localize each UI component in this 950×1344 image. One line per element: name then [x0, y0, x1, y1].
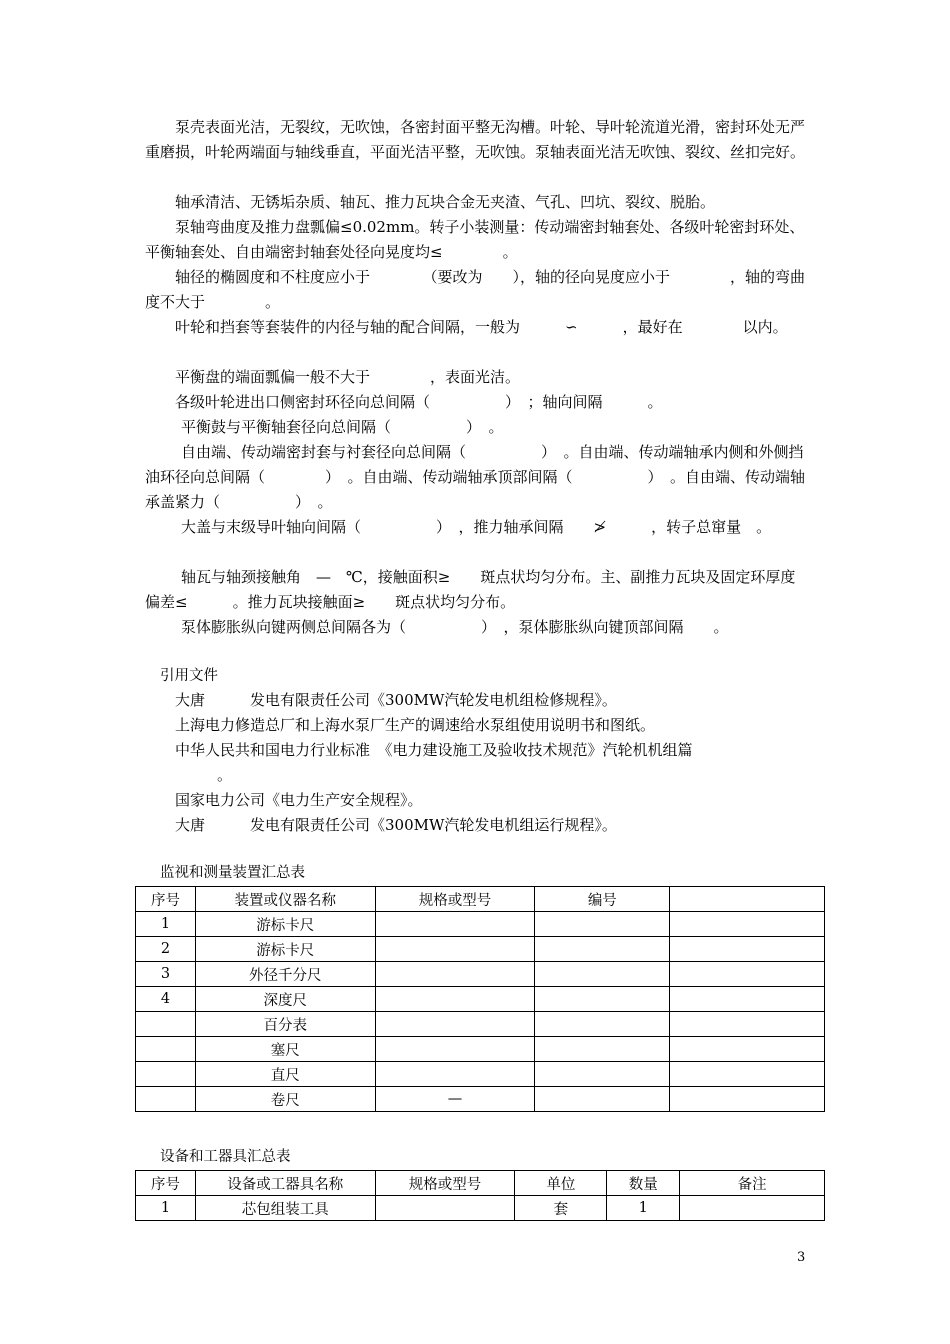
table-cell	[670, 1037, 825, 1062]
table-cell: —	[375, 1087, 535, 1112]
paragraph-pump-casing: 泵壳表面光洁，无裂纹，无吹蚀，各密封面平整无沟槽。叶轮、导叶轮流道光滑，密封环处无严重磨损，叶轮两端面与轴线垂直，平面光洁平整，无吹蚀。泵轴表面光洁无吹蚀、裂纹、丝扣完好。	[145, 118, 806, 161]
measure-table	[135, 886, 825, 1112]
table-cell	[670, 987, 825, 1012]
table-cell: 4	[136, 987, 196, 1012]
table-cell	[375, 1012, 535, 1037]
reference-item: 大唐 发电有限责任公司《300MW汽轮发电机组检修规程》。	[175, 691, 617, 709]
table-cell: 2	[136, 937, 196, 962]
table-cell	[375, 962, 535, 987]
table-row	[136, 1037, 825, 1062]
paragraph-shaft-ellipticity: 轴径的椭圆度和不柱度应小于 （要改为 ），轴的径向晃度应小于 ，轴的弯曲度不大于 。	[145, 268, 806, 311]
table-cell	[136, 1062, 196, 1087]
table-cell	[535, 987, 670, 1012]
table-cell: 1	[136, 1196, 196, 1221]
table-row	[136, 1087, 825, 1112]
table-cell	[375, 987, 535, 1012]
paragraph-cover-gap: 大盖与末级导叶轴向间隔（ ） ，推力轴承间隔 ≯ ，转子总窜量 。	[181, 518, 772, 536]
header-cell: 规格或型号	[375, 887, 535, 912]
table-row	[136, 962, 825, 987]
reference-item: 。	[217, 766, 233, 784]
header-cell: 单位	[515, 1171, 607, 1196]
tool-table-heading: 设备和工器具汇总表	[160, 1149, 291, 1165]
paragraph-balance-disc: 平衡盘的端面瓢偏一般不大于 ，表面光洁。	[175, 368, 521, 386]
table-cell	[136, 1012, 196, 1037]
table-cell	[670, 1062, 825, 1087]
table-cell	[535, 912, 670, 937]
table-cell	[670, 912, 825, 937]
header-cell: 备注	[680, 1171, 825, 1196]
table-cell: 百分表	[195, 1012, 375, 1037]
table-cell: 卷尺	[195, 1087, 375, 1112]
reference-item: 国家电力公司《电力生产安全规程》。	[175, 791, 423, 809]
table-row	[136, 1062, 825, 1087]
header-cell: 序号	[136, 1171, 196, 1196]
table-header-row	[136, 1171, 825, 1196]
reference-item: 上海电力修造总厂和上海水泵厂生产的调速给水泵组使用说明书和图纸。	[175, 716, 656, 734]
table-cell: 1	[136, 912, 196, 937]
table-cell: 直尺	[195, 1062, 375, 1087]
page-number: 3	[797, 1250, 806, 1265]
reference-item: 大唐 发电有限责任公司《300MW汽轮发电机组运行规程》。	[175, 816, 617, 834]
table-cell	[535, 937, 670, 962]
table-row	[136, 987, 825, 1012]
header-cell: 序号	[136, 887, 196, 912]
table-cell	[375, 937, 535, 962]
table-cell	[670, 1012, 825, 1037]
paragraph-bearing-contact: 轴瓦与轴颈接触角 — ℃，接触面积≥ 斑点状均匀分布。主、副推力瓦块及固定环厚度偏差≤ 。推力瓦块接触面≥ 斑点状均匀分布。	[145, 568, 796, 611]
table-cell	[535, 1062, 670, 1087]
header-cell: 设备或工器具名称	[195, 1171, 375, 1196]
table-cell	[375, 1062, 535, 1087]
table-cell	[375, 912, 535, 937]
references-heading: 引用文件	[160, 668, 218, 684]
paragraph-bearing: 轴承清洁、无锈垢杂质、轴瓦、推力瓦块合金无夹渣、气孔、凹坑、裂纹、脱胎。	[175, 193, 716, 211]
paragraph-shaft-bend: 泵轴弯曲度及推力盘瓢偏≤0.02mm。转子小装测量：传动端密封轴套处、各级叶轮密封环处、平衡轴套处、自由端密封轴套处径向晃度均≤ 。	[145, 218, 805, 261]
table-cell	[535, 1037, 670, 1062]
table-cell	[670, 1087, 825, 1112]
table-cell: 塞尺	[195, 1037, 375, 1062]
table-cell	[136, 1037, 196, 1062]
table-cell	[670, 962, 825, 987]
table-cell	[670, 937, 825, 962]
header-cell: 装置或仪器名称	[195, 887, 375, 912]
table-row	[136, 1196, 825, 1221]
table-header-row	[136, 887, 825, 912]
table-cell: 套	[515, 1196, 607, 1221]
table-row	[136, 937, 825, 962]
paragraph-seal-sleeve: 自由端、传动端密封套与衬套径向总间隔（ ） 。自由端、传动端轴承内侧和外侧挡油环径向总间隔（ ） 。自由端、传动端轴承顶部间隔（ ） 。自由端、传动端轴承盖紧力（ ） 。	[145, 443, 806, 511]
table-cell	[535, 962, 670, 987]
header-cell: 规格或型号	[375, 1171, 515, 1196]
table-cell: 深度尺	[195, 987, 375, 1012]
paragraph-impeller-fit: 叶轮和挡套等套装件的内径与轴的配合间隔，一般为 ∽ ，最好在 以内。	[175, 318, 788, 336]
table-row	[136, 1012, 825, 1037]
reference-item: 中华人民共和国电力行业标准 《电力建设施工及验收技术规范》汽轮机机组篇	[175, 741, 693, 759]
table-cell	[535, 1012, 670, 1037]
header-cell	[670, 887, 825, 912]
table-row	[136, 912, 825, 937]
paragraph-balance-drum: 平衡鼓与平衡轴套径向总间隔（ ） 。	[181, 418, 504, 436]
table-cell	[375, 1037, 535, 1062]
table-cell	[136, 1087, 196, 1112]
table-cell: 外径千分尺	[195, 962, 375, 987]
table-cell	[680, 1196, 825, 1221]
tool-table	[135, 1170, 825, 1221]
table-cell	[535, 1087, 670, 1112]
paragraph-seal-ring: 各级叶轮进出口侧密封环径向总间隔（ ） ；轴向间隔 。	[175, 393, 663, 411]
measure-table-heading: 监视和测量装置汇总表	[160, 865, 305, 881]
table-cell	[375, 1196, 515, 1221]
header-cell: 数量	[607, 1171, 680, 1196]
table-cell: 游标卡尺	[195, 937, 375, 962]
table-cell: 芯包组装工具	[195, 1196, 375, 1221]
header-cell: 编号	[535, 887, 670, 912]
paragraph-expansion-key: 泵体膨胀纵向键两侧总间隔各为（ ） ，泵体膨胀纵向键顶部间隔 。	[181, 618, 729, 636]
table-cell: 1	[607, 1196, 680, 1221]
table-cell: 游标卡尺	[195, 912, 375, 937]
table-cell: 3	[136, 962, 196, 987]
